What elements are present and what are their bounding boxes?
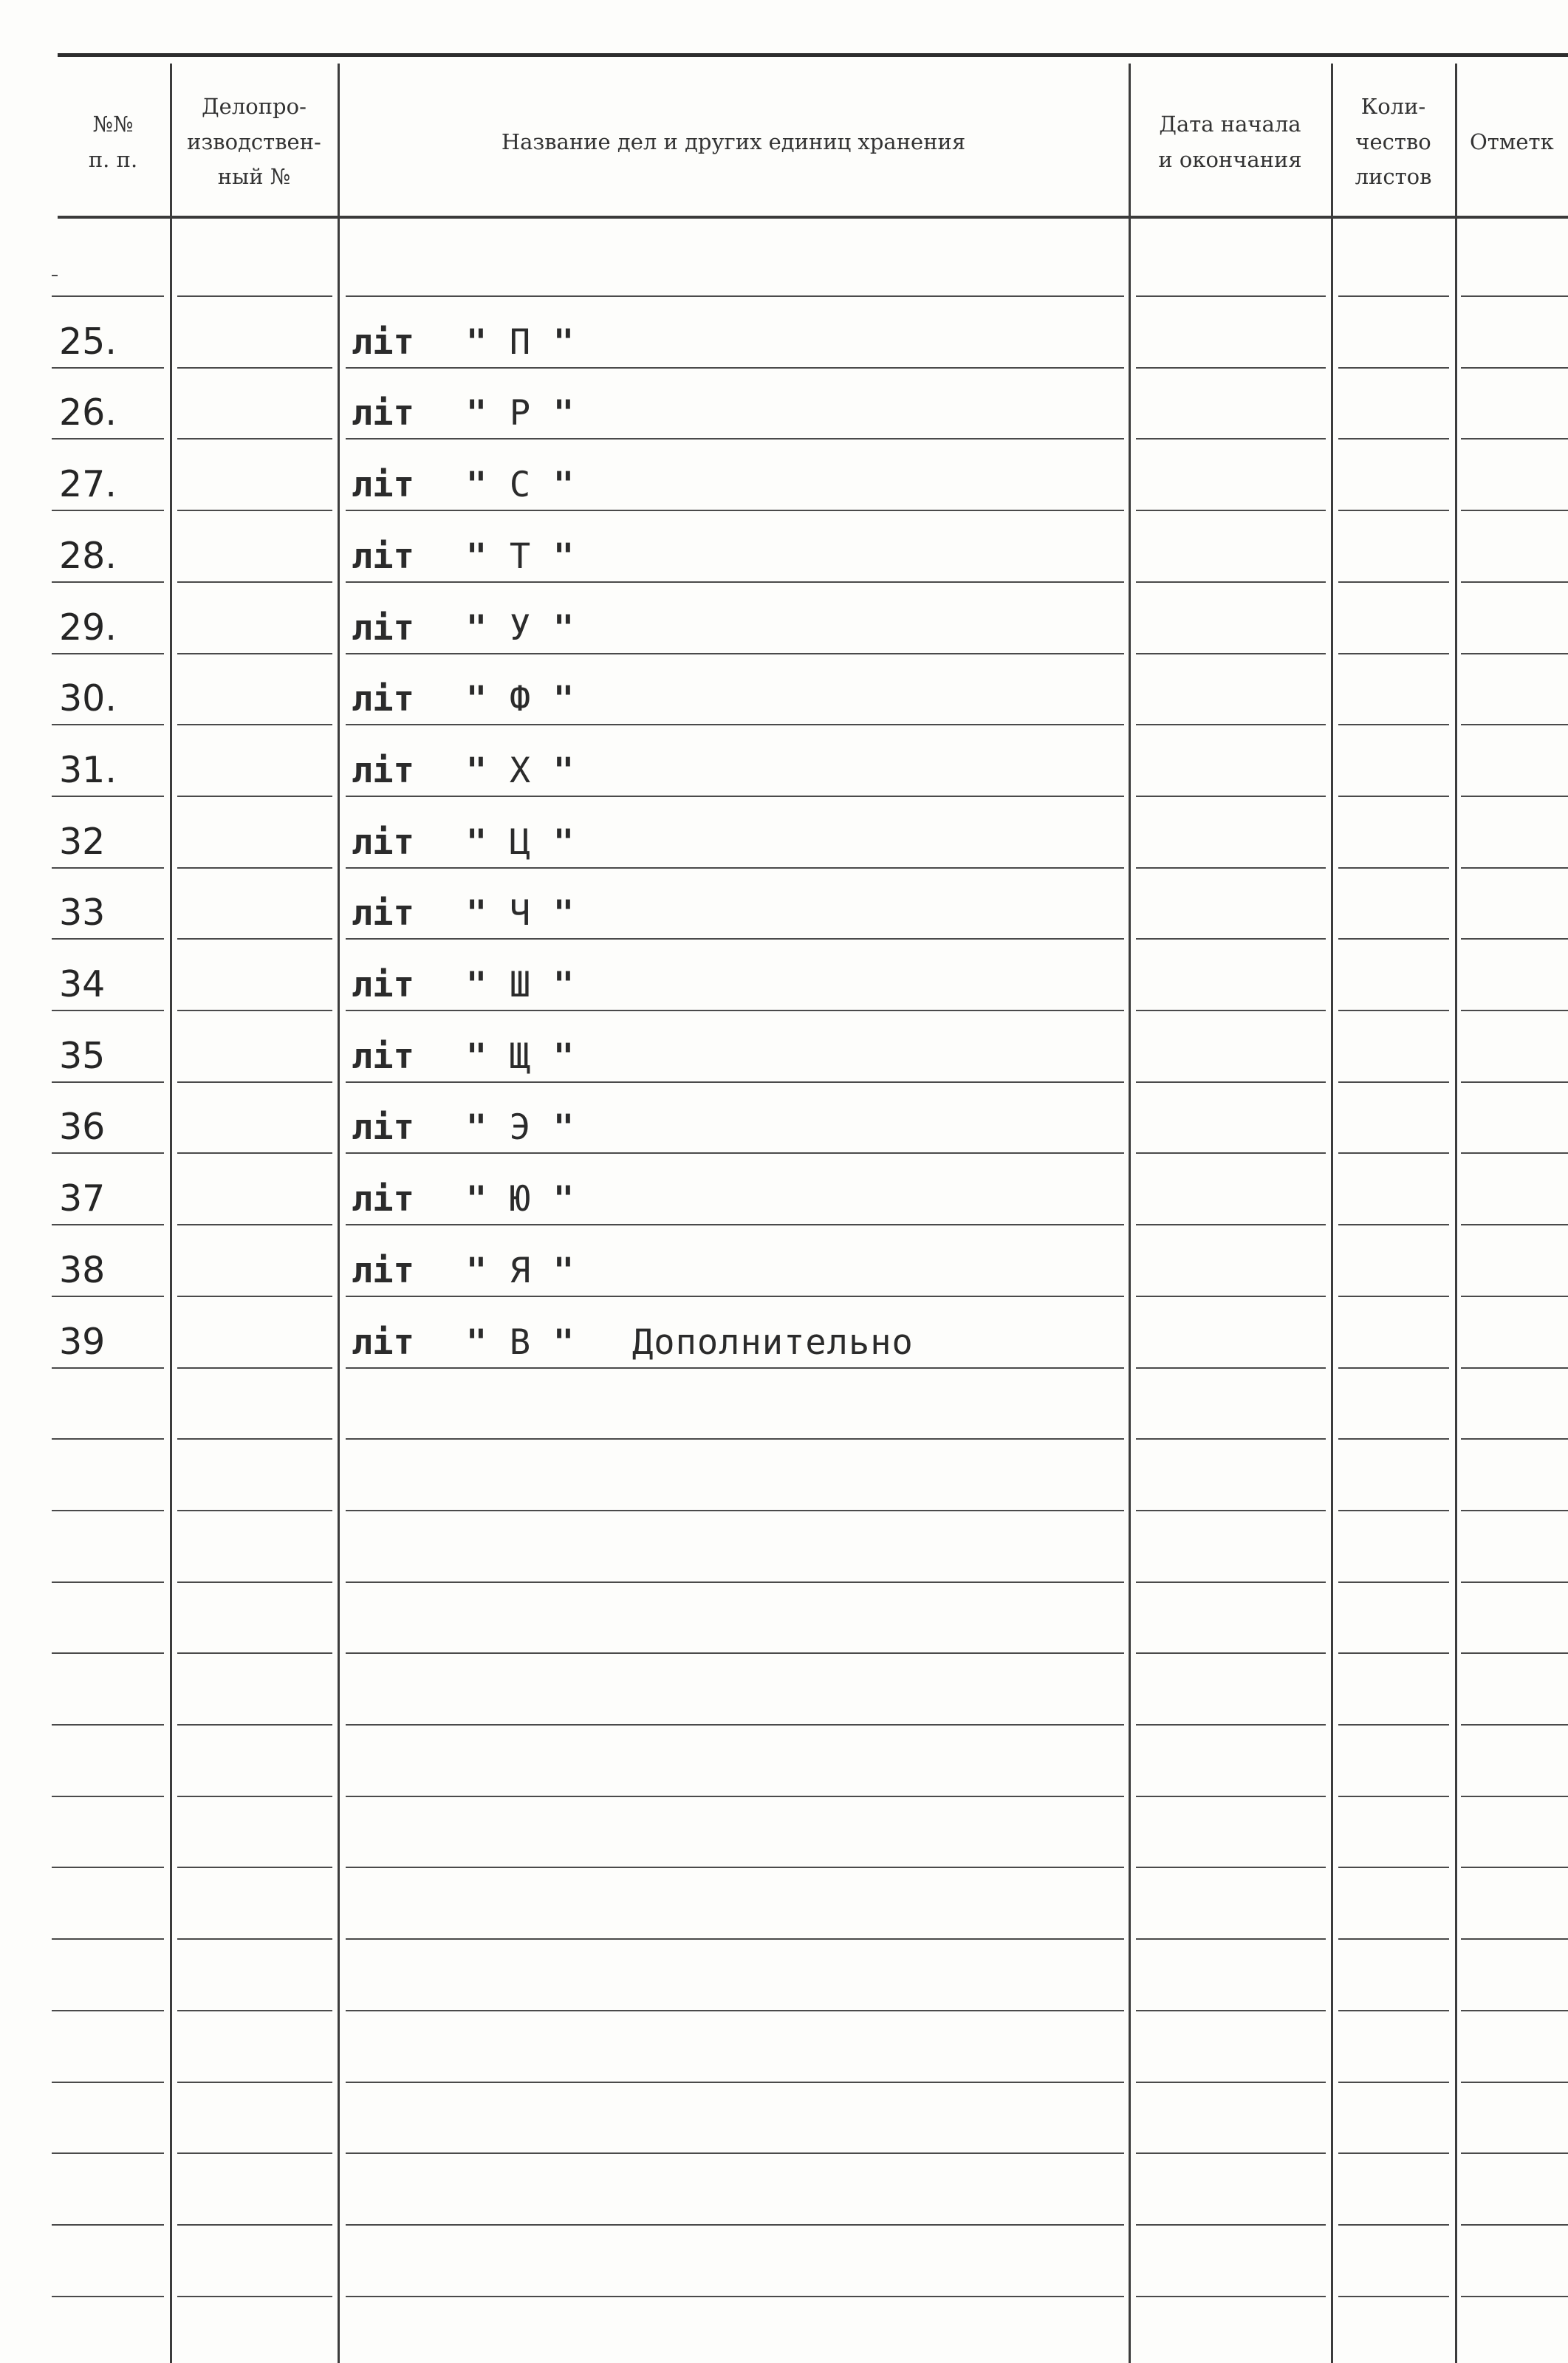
ruled-line — [346, 1724, 1124, 1726]
ruled-line — [1136, 1581, 1326, 1583]
ruled-line — [52, 1796, 164, 1797]
ruled-line — [346, 867, 1124, 869]
ruled-line — [52, 1296, 164, 1297]
title-prefix: літ — [352, 536, 414, 577]
ruled-line — [346, 1152, 1124, 1154]
ruled-line — [1136, 1510, 1326, 1511]
ruled-line — [1461, 1652, 1568, 1654]
title-extra: Дополнительно — [632, 1322, 914, 1363]
quote-open: " — [465, 1107, 487, 1148]
ruled-line — [52, 295, 164, 297]
ruled-line — [177, 1867, 332, 1868]
title-prefix: літ — [352, 608, 414, 649]
ruled-line — [52, 1010, 164, 1011]
title-letter: Э — [509, 1107, 531, 1148]
ruled-line — [1136, 1724, 1326, 1726]
ruled-line — [177, 1510, 332, 1511]
ruled-line — [52, 1724, 164, 1726]
ruled-line — [1136, 1796, 1326, 1797]
quote-open: " — [465, 893, 487, 934]
ruled-line — [1136, 1081, 1326, 1083]
entry-number: 31. — [59, 749, 117, 791]
header-office-number: Делопро- изводствен- ный № — [187, 93, 321, 190]
ruled-line — [346, 1224, 1124, 1225]
ruled-line — [346, 1081, 1124, 1083]
ruled-line — [52, 438, 164, 440]
ruled-line — [52, 275, 58, 276]
ruled-line — [177, 2152, 332, 2154]
ruled-line — [1136, 2296, 1326, 2297]
title-letter: Я — [509, 1251, 531, 1291]
ruled-line — [1338, 1296, 1449, 1297]
entry-number: 28. — [59, 535, 117, 577]
ruled-line — [1461, 1010, 1568, 1011]
ruled-line — [1338, 510, 1449, 511]
ruled-line — [1461, 1938, 1568, 1940]
ruled-line — [1338, 295, 1449, 297]
ruled-line — [52, 1652, 164, 1654]
quote-close: " — [552, 1107, 575, 1148]
quote-close: " — [552, 608, 575, 649]
ruled-line — [177, 438, 332, 440]
ruled-line — [1136, 2010, 1326, 2011]
ruled-line — [346, 581, 1124, 583]
quote-close: " — [552, 965, 575, 1005]
ruled-line — [52, 1581, 164, 1583]
entry-title — [352, 1104, 1127, 1148]
entry-number: 25. — [59, 321, 117, 363]
title-letter: Ч — [509, 893, 531, 934]
quote-open: " — [465, 1251, 487, 1291]
quote-open: " — [465, 679, 487, 719]
ruled-line — [346, 510, 1124, 511]
entry-number: 39 — [59, 1321, 106, 1363]
ruled-line — [346, 796, 1124, 797]
ruled-line — [52, 1367, 164, 1369]
entry-title — [352, 961, 1127, 1005]
ruled-line — [346, 1296, 1124, 1297]
ruled-line — [346, 1938, 1124, 1940]
ruled-line — [346, 1367, 1124, 1369]
ruled-line — [52, 1081, 164, 1083]
ruled-line — [52, 2082, 164, 2083]
ruled-line — [1136, 438, 1326, 440]
ruled-line — [177, 1438, 332, 1440]
top-border-rule — [58, 53, 1568, 57]
ruled-line — [1461, 1296, 1568, 1297]
ruled-line — [1461, 367, 1568, 369]
quote-close: " — [552, 822, 575, 863]
ruled-line — [177, 2010, 332, 2011]
ruled-line — [1136, 1938, 1326, 1940]
ruled-line — [1338, 1081, 1449, 1083]
ruled-line — [1338, 938, 1449, 940]
ruled-line — [52, 581, 164, 583]
quote-open: " — [465, 465, 487, 505]
header-sheets: Коли- чество листов — [1355, 93, 1432, 190]
ruled-line — [177, 295, 332, 297]
ruled-line — [177, 867, 332, 869]
entry-title — [352, 318, 1127, 363]
ruled-line — [52, 1224, 164, 1225]
ruled-line — [177, 581, 332, 583]
title-letter: Ц — [509, 822, 531, 863]
ruled-line — [1136, 724, 1326, 725]
entry-title — [352, 818, 1127, 863]
ruled-line — [346, 2082, 1124, 2083]
ruled-line — [1338, 1652, 1449, 1654]
ruled-line — [1136, 1438, 1326, 1440]
ruled-line — [346, 2152, 1124, 2154]
ruled-line — [1136, 581, 1326, 583]
ruled-line — [346, 938, 1124, 940]
ruled-line — [1338, 438, 1449, 440]
ruled-line — [1338, 1724, 1449, 1726]
ruled-line — [346, 2296, 1124, 2297]
entry-number: 36 — [59, 1106, 106, 1148]
column-divider — [338, 64, 340, 2363]
quote-close: " — [552, 393, 575, 434]
entry-number: 34 — [59, 963, 106, 1005]
title-letter: С — [509, 465, 531, 505]
title-letter: Ш — [509, 965, 531, 1005]
ruled-line — [346, 2224, 1124, 2226]
ruled-line — [1461, 581, 1568, 583]
quote-close: " — [552, 1036, 575, 1077]
entry-number: 29. — [59, 606, 117, 649]
header-notes: Отметк — [1470, 129, 1554, 154]
title-prefix: літ — [352, 822, 414, 863]
ruled-line — [52, 1938, 164, 1940]
title-prefix: літ — [352, 893, 414, 934]
ruled-line — [1338, 867, 1449, 869]
ruled-line — [177, 724, 332, 725]
title-prefix: літ — [352, 1107, 414, 1148]
ruled-line — [52, 367, 164, 369]
entry-title — [352, 533, 1127, 577]
title-prefix: літ — [352, 465, 414, 505]
ruled-line — [177, 2224, 332, 2226]
ruled-line — [1461, 1224, 1568, 1225]
entry-number: 38 — [59, 1249, 106, 1291]
ruled-line — [346, 1510, 1124, 1511]
ruled-line — [1338, 1796, 1449, 1797]
ruled-line — [346, 653, 1124, 654]
ruled-line — [1461, 1867, 1568, 1868]
quote-open: " — [465, 608, 487, 649]
ruled-line — [1461, 653, 1568, 654]
column-divider — [1331, 64, 1333, 2363]
quote-close: " — [552, 322, 575, 363]
ruled-line — [177, 1652, 332, 1654]
ruled-line — [177, 1224, 332, 1225]
title-letter: Р — [509, 393, 531, 434]
ruled-line — [1461, 1367, 1568, 1369]
ruled-line — [1338, 1581, 1449, 1583]
entry-title — [352, 1033, 1127, 1077]
quote-open: " — [465, 1179, 487, 1220]
title-letter: Х — [509, 750, 531, 791]
ruled-line — [1338, 2152, 1449, 2154]
ruled-line — [1461, 724, 1568, 725]
ruled-line — [1136, 2224, 1326, 2226]
ruled-line — [346, 1438, 1124, 1440]
ruled-line — [177, 1581, 332, 1583]
ruled-line — [1136, 1010, 1326, 1011]
quote-open: " — [465, 536, 487, 577]
entry-title — [352, 1175, 1127, 1220]
ruled-line — [177, 367, 332, 369]
quote-close: " — [552, 536, 575, 577]
quote-close: " — [552, 1322, 575, 1363]
ruled-line — [1136, 1867, 1326, 1868]
ruled-line — [52, 938, 164, 940]
ruled-line — [1461, 295, 1568, 297]
ruled-line — [346, 724, 1124, 725]
ruled-line — [1136, 938, 1326, 940]
quote-open: " — [465, 322, 487, 363]
ruled-line — [346, 1796, 1124, 1797]
ruled-line — [1461, 2082, 1568, 2083]
ruled-line — [346, 1010, 1124, 1011]
ruled-line — [1461, 1081, 1568, 1083]
ruled-line — [1136, 1152, 1326, 1154]
ruled-line — [1136, 295, 1326, 297]
ruled-line — [1461, 1438, 1568, 1440]
ruled-line — [52, 653, 164, 654]
ruled-line — [1461, 1724, 1568, 1726]
ruled-line — [1136, 2152, 1326, 2154]
ruled-line — [1338, 2010, 1449, 2011]
ruled-line — [1461, 1581, 1568, 1583]
ruled-line — [1136, 1296, 1326, 1297]
title-prefix: літ — [352, 1322, 414, 1363]
quote-open: " — [465, 822, 487, 863]
title-prefix: літ — [352, 322, 414, 363]
ruled-line — [1461, 2224, 1568, 2226]
title-prefix: літ — [352, 1251, 414, 1291]
ruled-line — [177, 2296, 332, 2297]
ruled-line — [1461, 938, 1568, 940]
ruled-line — [1338, 2082, 1449, 2083]
entry-number: 32 — [59, 821, 106, 863]
header-bottom-rule — [58, 216, 1568, 219]
ruled-line — [177, 653, 332, 654]
title-letter: Ф — [509, 679, 531, 719]
quote-close: " — [552, 893, 575, 934]
ruled-line — [1461, 2010, 1568, 2011]
quote-close: " — [552, 679, 575, 719]
ruled-line — [346, 295, 1124, 297]
column-divider — [1455, 64, 1457, 2363]
quote-open: " — [465, 1322, 487, 1363]
ruled-line — [1338, 2296, 1449, 2297]
entry-title — [352, 675, 1127, 719]
ruled-line — [1136, 367, 1326, 369]
entry-number: 35 — [59, 1035, 106, 1077]
ruled-line — [1338, 581, 1449, 583]
quote-open: " — [465, 750, 487, 791]
title-prefix: літ — [352, 679, 414, 719]
entry-title — [352, 604, 1127, 649]
header-num: №№ п. п. — [88, 111, 138, 172]
ruled-line — [1461, 796, 1568, 797]
quote-close: " — [552, 465, 575, 505]
ruled-line — [52, 2010, 164, 2011]
entry-title — [352, 889, 1127, 934]
ruled-line — [1461, 438, 1568, 440]
ruled-line — [177, 796, 332, 797]
entry-number: 37 — [59, 1177, 106, 1220]
ruled-line — [1136, 796, 1326, 797]
ruled-line — [52, 867, 164, 869]
quote-open: " — [465, 965, 487, 1005]
ruled-line — [1461, 510, 1568, 511]
title-letter: Т — [509, 536, 531, 577]
title-prefix: літ — [352, 750, 414, 791]
ruled-line — [52, 2152, 164, 2154]
ruled-line — [177, 1010, 332, 1011]
entry-title — [352, 1247, 1127, 1291]
title-letter: Ю — [509, 1179, 531, 1220]
ruled-line — [1461, 1152, 1568, 1154]
ruled-line — [52, 1867, 164, 1868]
title-letter: У — [509, 608, 531, 649]
ruled-line — [1136, 1652, 1326, 1654]
quote-close: " — [552, 750, 575, 791]
column-divider — [1129, 64, 1131, 2363]
title-prefix: літ — [352, 1036, 414, 1077]
entry-number: 30. — [59, 677, 117, 719]
ruled-line — [1338, 1367, 1449, 1369]
title-letter: Щ — [509, 1036, 531, 1077]
ruled-line — [1136, 1367, 1326, 1369]
title-letter: В — [509, 1322, 531, 1363]
ruled-line — [1461, 2152, 1568, 2154]
title-prefix: літ — [352, 1179, 414, 1220]
ruled-line — [177, 2082, 332, 2083]
ruled-line — [1338, 2224, 1449, 2226]
ruled-line — [177, 1152, 332, 1154]
column-divider — [170, 64, 172, 2363]
title-prefix: літ — [352, 393, 414, 434]
entry-number: 33 — [59, 892, 106, 934]
ruled-line — [346, 1652, 1124, 1654]
ruled-line — [177, 1796, 332, 1797]
ruled-line — [177, 938, 332, 940]
ruled-line — [1338, 1438, 1449, 1440]
ruled-line — [52, 1510, 164, 1511]
ruled-line — [1338, 796, 1449, 797]
ruled-line — [1338, 724, 1449, 725]
title-prefix: літ — [352, 965, 414, 1005]
ruled-line — [1338, 1510, 1449, 1511]
entry-title — [352, 747, 1127, 791]
ruled-line — [1461, 1796, 1568, 1797]
quote-close: " — [552, 1179, 575, 1220]
ruled-line — [177, 1296, 332, 1297]
ruled-line — [1136, 510, 1326, 511]
ruled-line — [52, 1438, 164, 1440]
quote-close: " — [552, 1251, 575, 1291]
ruled-line — [1338, 1938, 1449, 1940]
header-dates: Дата начала и окончания — [1158, 111, 1302, 172]
ruled-line — [177, 510, 332, 511]
ruled-line — [1136, 2082, 1326, 2083]
ruled-line — [346, 1581, 1124, 1583]
ruled-line — [1338, 1867, 1449, 1868]
quote-open: " — [465, 393, 487, 434]
ruled-line — [1136, 867, 1326, 869]
ruled-line — [177, 1081, 332, 1083]
ruled-line — [52, 1152, 164, 1154]
ruled-line — [177, 1367, 332, 1369]
entry-title — [352, 1319, 1127, 1363]
ruled-line — [346, 1867, 1124, 1868]
entry-number: 26. — [59, 391, 117, 434]
ruled-line — [177, 1938, 332, 1940]
ruled-line — [1136, 653, 1326, 654]
ruled-line — [52, 724, 164, 725]
ruled-line — [52, 510, 164, 511]
ruled-line — [1136, 1224, 1326, 1225]
ruled-line — [1461, 2296, 1568, 2297]
header-title: Название дел и других единиц хранения — [501, 129, 966, 154]
ruled-line — [177, 1724, 332, 1726]
ruled-line — [1338, 367, 1449, 369]
entry-title — [352, 461, 1127, 505]
entry-number: 27. — [59, 463, 117, 505]
ruled-line — [52, 796, 164, 797]
ruled-line — [52, 2296, 164, 2297]
ruled-line — [346, 2010, 1124, 2011]
quote-open: " — [465, 1036, 487, 1077]
ruled-line — [1461, 867, 1568, 869]
ruled-line — [52, 2224, 164, 2226]
ruled-line — [346, 438, 1124, 440]
ruled-line — [1338, 1152, 1449, 1154]
ruled-line — [1338, 653, 1449, 654]
ruled-line — [346, 367, 1124, 369]
entry-title — [352, 389, 1127, 434]
ruled-line — [1338, 1010, 1449, 1011]
title-letter: П — [509, 322, 531, 363]
ruled-line — [1461, 1510, 1568, 1511]
ruled-line — [1338, 1224, 1449, 1225]
